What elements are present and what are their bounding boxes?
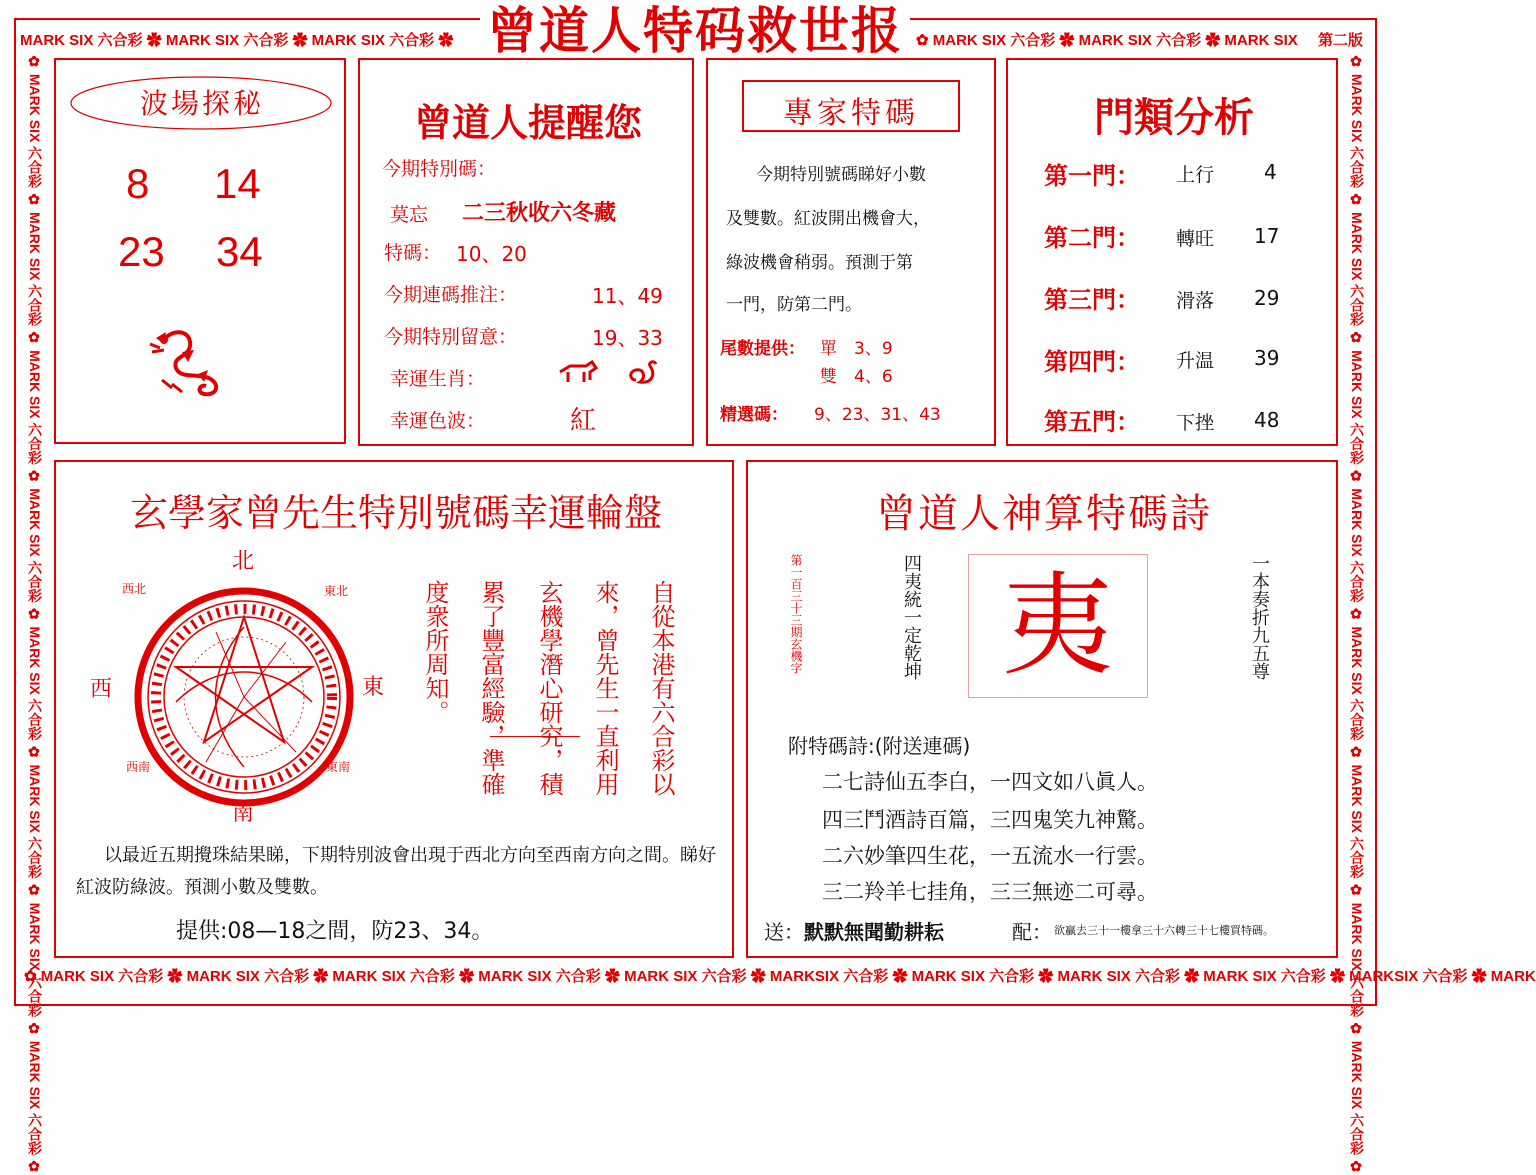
door-3: 第三門： xyxy=(1044,286,1140,314)
poem-line-4: 三二羚羊七挂角，三三無迹二可尋。 xyxy=(822,880,1158,904)
vertical-text-2: 來，曾先生一直利用 xyxy=(591,580,619,796)
door-2-word: 轉旺 xyxy=(1176,228,1215,250)
vertical-text-5: 度衆所周知。 xyxy=(421,580,449,724)
panel5-title: 玄學家曾先生特別號碼幸運輪盤 xyxy=(129,491,662,535)
send-label: 送： xyxy=(764,920,804,944)
vertical-text-1: 自從本港有六合彩以 xyxy=(647,580,675,796)
poem-head: 附特碼詩:(附送連碼) xyxy=(788,734,971,758)
expert-para-3: 綠波機會稍弱。預測于第 xyxy=(726,253,913,273)
expert-para-4: 一門，防第二門。 xyxy=(726,295,862,315)
reminder-label-7: 幸運色波： xyxy=(390,410,486,432)
reminder-label-6: 幸運生肖： xyxy=(390,368,486,390)
door-5-word: 下挫 xyxy=(1176,412,1215,434)
poem-line-2: 四三鬥酒詩百篇，三四鬼笑九神驚。 xyxy=(822,808,1158,832)
compass-northwest: 西北 xyxy=(122,582,147,596)
tail-double: 雙 4、6 xyxy=(820,367,893,387)
border-top-left: MARK SIX 六合彩 ✿ MARK SIX 六合彩 ✿ MARK SIX 六合彩 ✿ xyxy=(20,32,454,49)
expert-para-1: 今期特別號碼睇好小數 xyxy=(756,165,926,185)
edition-label: 第二版 xyxy=(1318,32,1364,49)
forecast-para: 以最近五期攪珠結果睇，下期特別波會出現于西北方向至西南方向之間。睇好紅波防綠波。預測小數及雙數。 xyxy=(76,845,716,898)
reminder-label-1: 今期特別碼： xyxy=(382,158,497,180)
vertical-text-3: 玄機學潛心研究，積 xyxy=(535,580,563,796)
poem-col-mid: 四夷統一定乾坤 xyxy=(901,554,922,680)
reminder-value-4: 11、49 xyxy=(592,284,663,308)
provide-line: 提供:08—18之間，防23、34。 xyxy=(176,919,494,944)
panel6-title: 曾道人神算特碼詩 xyxy=(876,491,1212,537)
big-char: 夷 xyxy=(1002,561,1114,691)
panel-reminder xyxy=(358,58,694,446)
panel1-title: 波場探秘 xyxy=(139,87,264,120)
door-5: 第五門： xyxy=(1044,408,1140,436)
panel-poem xyxy=(746,460,1338,958)
poem-col-right: 一本奏折九五尊 xyxy=(1249,554,1270,680)
panel-wave-secret xyxy=(54,58,346,444)
compass-south: 南 xyxy=(232,801,255,826)
compass-north: 北 xyxy=(232,549,255,574)
door-4-num: 39 xyxy=(1254,346,1280,370)
poem-line-3: 二六妙筆四生花，一五流水一行雲。 xyxy=(822,844,1158,868)
panel4-title: 門類分析 xyxy=(1094,95,1254,141)
reminder-label-4: 今期連碼推注： xyxy=(384,284,518,306)
number-3: 23 xyxy=(118,228,165,275)
vertical-text-4: 累了豐富經驗，準確 xyxy=(477,580,505,796)
panel2-title: 曾道人提醒您 xyxy=(413,101,642,145)
reminder-label-5: 今期特別留意： xyxy=(384,326,518,348)
reminder-value-2: 二三秋收六冬藏 xyxy=(462,201,617,226)
door-2-num: 17 xyxy=(1254,224,1280,248)
door-1-word: 上行 xyxy=(1176,164,1215,186)
number-1: 8 xyxy=(126,160,150,207)
compass-southwest: 西南 xyxy=(126,760,151,774)
number-4: 34 xyxy=(216,228,263,275)
border-top-right: ✿ MARK SIX 六合彩 ✿ MARK SIX 六合彩 ✿ MARK SIX xyxy=(916,32,1298,49)
strike-line xyxy=(490,736,580,737)
send-value: 默默無聞勤耕耘 xyxy=(804,920,944,944)
reminder-value-3: 10、20 xyxy=(456,242,527,266)
expert-para-2: 及雙數。紅波開出機會大， xyxy=(726,209,930,229)
door-3-num: 29 xyxy=(1254,286,1280,310)
door-4: 第四門： xyxy=(1044,348,1140,376)
zodiac-animals-icon xyxy=(556,354,666,390)
reminder-label-3: 特碼： xyxy=(384,242,442,264)
panel3-title: 專家特碼 xyxy=(783,96,919,131)
pick-label: 精選碼： xyxy=(720,405,788,425)
reminder-value-7: 紅 xyxy=(570,406,597,436)
page-title: 曾道人特码救世报 xyxy=(480,0,910,58)
border-right: ✿ MARK SIX 六合彩 ✿ MARK SIX 六合彩 ✿ MARK SIX 六合彩 ✿ MARK SIX 六合彩 ✿ MARK SIX 六合彩 ✿ MARK SIX 六合彩 ✿ MARK SIX 六合彩 ✿ MARK SIX 六合彩 ✿ xyxy=(1349,54,1365,1175)
number-2: 14 xyxy=(214,160,261,207)
dragon-icon xyxy=(142,322,242,402)
issue-code-col: 第一百三十三期玄機字 xyxy=(789,554,803,674)
tail-label: 尾數提供： xyxy=(720,339,805,359)
compass-northeast: 東北 xyxy=(324,584,349,598)
door-5-num: 48 xyxy=(1254,408,1280,432)
compass-west: 西 xyxy=(90,677,113,702)
reminder-value-5: 19、33 xyxy=(592,326,663,350)
door-1: 第一門： xyxy=(1044,162,1140,190)
border-bottom: ✿ MARK SIX 六合彩 ✿ MARK SIX 六合彩 ✿ MARK SIX 六合彩 ✿ MARK SIX 六合彩 ✿ MARK SIX 六合彩 ✿ MARKSIX 六合彩 ✿ MARK SIX 六合彩 ✿ MARK SIX 六合彩 ✿ MARK SIX 六合彩 ✿ MARKSIX 六合彩 ✿ MARK xyxy=(24,968,1536,985)
door-1-num: 4 xyxy=(1264,160,1277,184)
compass-east: 東 xyxy=(362,675,385,700)
door-3-word: 滑落 xyxy=(1176,290,1215,312)
border-left: ✿ MARK SIX 六合彩 ✿ MARK SIX 六合彩 ✿ MARK SIX 六合彩 ✿ MARK SIX 六合彩 ✿ MARK SIX 六合彩 ✿ MARK SIX 六合彩 ✿ MARK SIX 六合彩 ✿ MARK SIX 六合彩 ✿ xyxy=(27,54,43,1175)
compass-southeast: 東南 xyxy=(326,760,351,774)
reminder-label-2: 莫忘 xyxy=(390,204,429,226)
panel-expert-code xyxy=(706,58,996,446)
match-value: 欲贏去三十一樓拿三十六轉三十七樓買特碼。 xyxy=(1054,924,1274,937)
panel-door-analysis xyxy=(1006,58,1338,446)
match-label: 配： xyxy=(1012,920,1052,944)
tail-single: 單 3、9 xyxy=(820,339,893,359)
panel-lucky-wheel xyxy=(54,460,734,958)
door-2: 第二門： xyxy=(1044,224,1140,252)
pick-value: 9、23、31、43 xyxy=(814,405,941,425)
poem-line-1: 二七詩仙五李白，一四文如八眞人。 xyxy=(822,770,1158,794)
door-4-word: 升温 xyxy=(1176,350,1215,372)
